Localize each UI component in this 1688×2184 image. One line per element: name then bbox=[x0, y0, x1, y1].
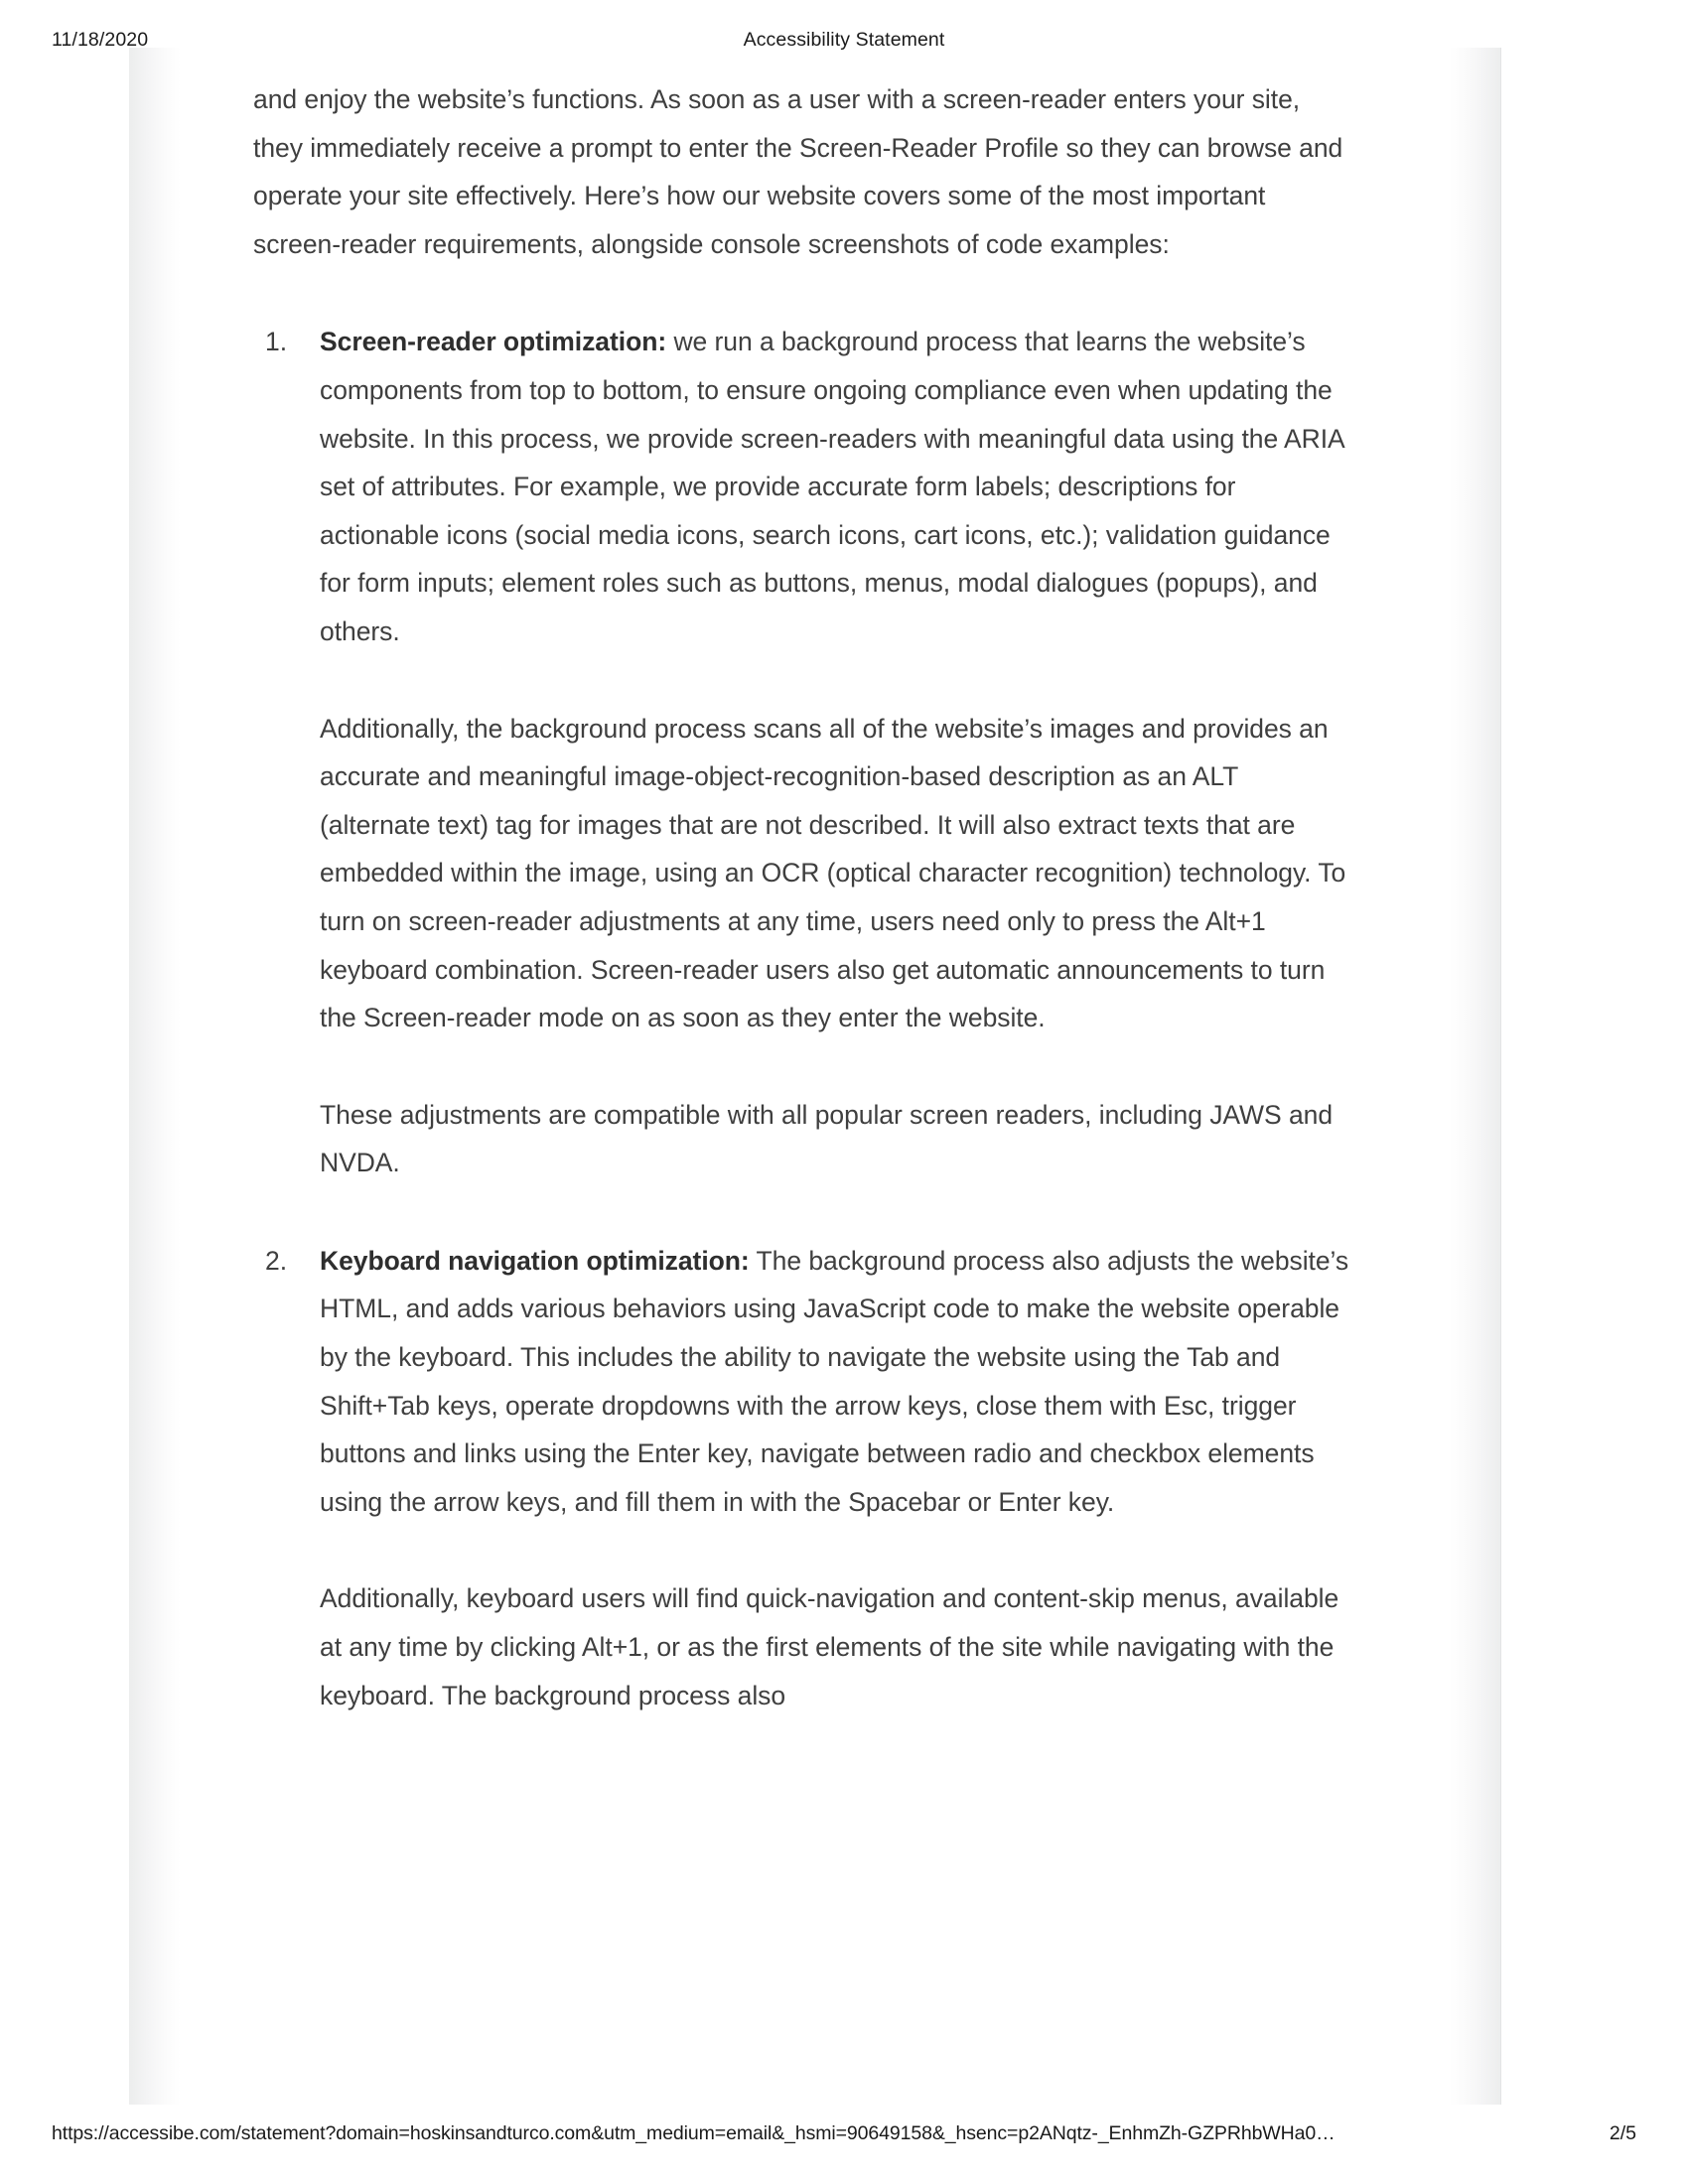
page-right-shadow bbox=[1450, 48, 1501, 2105]
list-item-lead-label: Keyboard navigation optimization: bbox=[320, 1245, 750, 1276]
list-item-marker: 1. bbox=[265, 327, 288, 357]
list-item-lead-text: we run a background process that learns the website’s components from top to bottom, to ensure ongoing compliance even when updating the website. In this process, we provide screen-readers with meaningful data using the ARIA set of attributes. For example, we provide accurate form labels; descriptions for actionable icons (social media icons, search icons, cart icons, etc.); validation guidance for form inputs; element roles such as buttons, menus, modal dialogues (popups), and others. bbox=[320, 327, 1344, 646]
list-item-paragraph: Additionally, the background process scans all of the website’s images and provides an accurate and meaningful image-object-recognition-based description as an ALT (alternate text) tag for images that are not described. It will also extract texts that are embedded within the image, using an OCR (optical character recognition) technology. To turn on screen-reader adjustments at any time, users need only to press the Alt+1 keyboard combination. Screen-reader users also get automatic announcements to turn the Screen-reader mode on as soon as they enter the website. bbox=[320, 713, 1346, 1033]
print-footer bbox=[0, 2105, 1688, 2184]
print-footer-url: https://accessibe.com/statement?domain=hoskinsandturco.com&utm_medium=email&_hsmi=90649158&_hsenc=p2ANqtz-_EnhmZh-GZPRhbWHa0… bbox=[52, 2122, 1336, 2144]
print-header bbox=[0, 0, 1688, 51]
page-left-shadow bbox=[129, 48, 181, 2105]
list-item-body bbox=[320, 1237, 1405, 1719]
list-item bbox=[253, 318, 1405, 1187]
numbered-feature-list bbox=[253, 318, 1405, 1719]
list-item-first-paragraph bbox=[320, 1237, 1352, 1527]
list-item-first-paragraph bbox=[320, 318, 1352, 655]
list-item-lead-label: Screen-reader optimization: bbox=[320, 327, 667, 357]
list-item-paragraph: Additionally, keyboard users will find quick-navigation and content-skip menus, available at any time by clicking Alt+1, or as the first elements of the site while navigating with the keyboard. The background process also bbox=[320, 1583, 1339, 1710]
list-item-body bbox=[320, 318, 1405, 1187]
list-item bbox=[253, 1237, 1405, 1719]
list-item-paragraph: These adjustments are compatible with all popular screen readers, including JAWS and NVDA. bbox=[320, 1099, 1334, 1178]
print-header-date: 11/18/2020 bbox=[52, 29, 149, 51]
list-item-marker: 2. bbox=[265, 1245, 288, 1276]
print-header-title: Accessibility Statement bbox=[743, 29, 945, 51]
print-footer-page-number: 2/5 bbox=[1609, 2122, 1636, 2144]
document-content bbox=[253, 75, 1405, 1719]
page-right-border bbox=[1500, 48, 1501, 2105]
intro-paragraph: and enjoy the website’s functions. As soon as a user with a screen-reader enters your site, they immediately receive a prompt to enter the Screen-Reader Profile so they can browse and operate your site effectively. Here’s how our website covers some of the most important screen-reader requirements, alongside console screenshots of code examples: bbox=[253, 84, 1343, 259]
list-item-lead-text: The background process also adjusts the website’s HTML, and adds various behaviors using JavaScript code to make the website operable by the keyboard. This includes the ability to navigate the website using the Tab and Shift+Tab keys, operate dropdowns with the arrow keys, close them with Esc, trigger buttons and links using the Enter key, navigate between radio and checkbox elements using the arrow keys, and fill them in with the Spacebar or Enter key. bbox=[320, 1245, 1349, 1517]
